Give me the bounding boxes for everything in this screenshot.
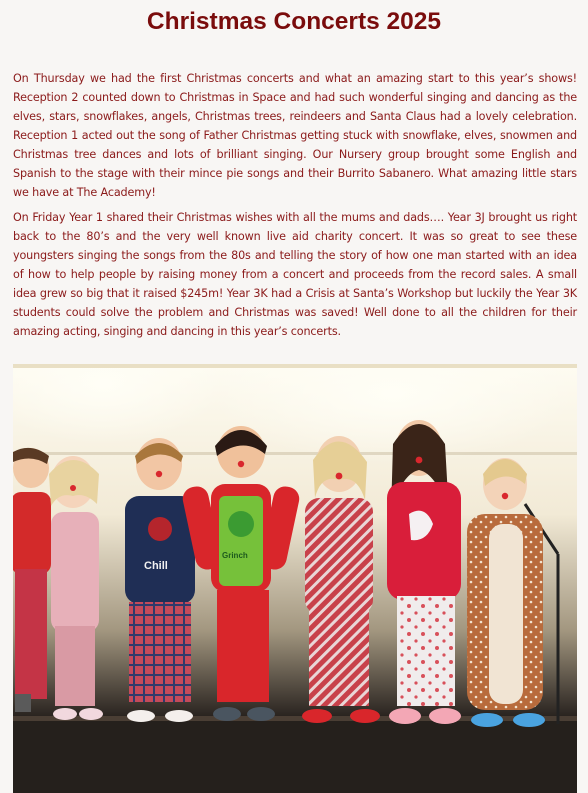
page-title: Christmas Concerts 2025 — [146, 8, 442, 35]
child-4 — [181, 426, 302, 721]
article-paragraph-thursday: On Thursday we had the first Christmas concerts and what an amazing start to this year’s shows! Reception 2 counted down to Christmas in Space and had such wonderful singing and dancing as the elves, stars, snowflakes, angels, Christmas trees, reindeers and Santa Claus had a lovely celebration. Reception 1 acted out the song of Father Christmas getting stuck with snowflake, elves, snowmen and Christmas tree dances and lots of brilliant singing. Our Nursery group brought some English and Spanish to the stage with their mince pie songs and their Burrito Sabanero. What amazing little stars we have at The Academy! — [13, 72, 577, 199]
concert-photo — [13, 364, 577, 793]
child-5 — [302, 436, 380, 723]
child-3 — [125, 438, 195, 722]
grinch-print: Grinch — [222, 551, 248, 560]
child-1 — [13, 448, 51, 712]
child-7 — [467, 458, 545, 727]
child-6 — [387, 420, 461, 724]
article-paragraph-friday: On Friday Year 1 shared their Christmas wishes with all the mums and dads…. Year 3J brought us right back to the 80’s and the very well known live aid charity concert. It was so great to see these youngsters singing the songs from the 80s and telling the story of how one man started with an idea of how to help people by raising money from a concert and proceeds from the record sales. A small idea grew so big that it raised $245m! Year 3K had a Crisis at Santa’s Workshop but luckily the Year 3K students could solve the problem and Christmas was saved! Well done to all the children for their amazing acting, singing and dancing in this year’s concerts. — [13, 211, 577, 338]
child-2 — [49, 456, 103, 720]
chill-print: Chill — [144, 560, 168, 572]
